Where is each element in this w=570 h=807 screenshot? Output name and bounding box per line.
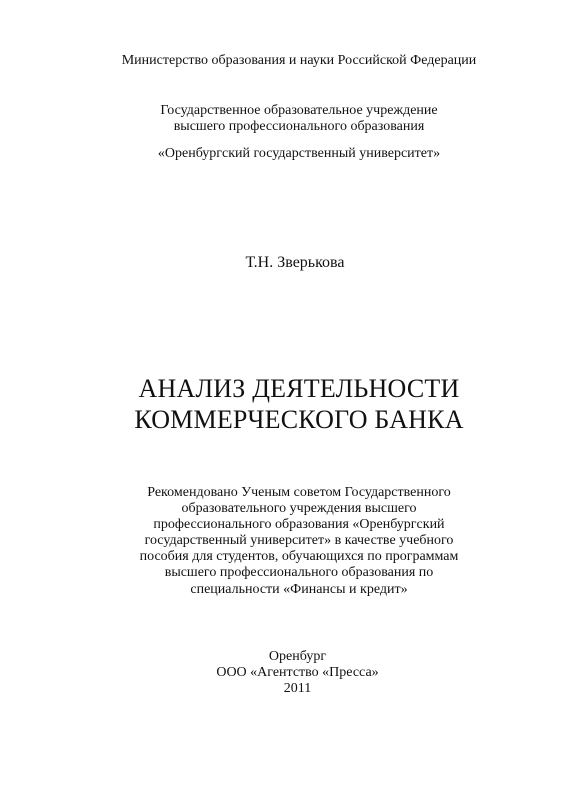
author-text: Т.Н. Зверькова [245,254,345,271]
recommendation-text [0,485,570,598]
publisher-info [0,649,570,697]
institution-heading [0,103,570,135]
university-name: «Оренбургский государственный университет» [157,146,441,161]
recommendation-line: пособия для студентов, обучающихся по программам [139,549,459,565]
recommendation-line: профессионального образования «Оренбургский [153,517,445,533]
ministry-text: Министерство образования и науки Российской Федерации [121,53,477,68]
recommendation-line: высшего профессионального образования по [164,565,434,581]
institution-line-1: Государственное образовательное учреждение [160,103,438,118]
publisher-city: Оренбург [268,649,327,664]
publication-year: 2011 [283,681,312,696]
university-heading [0,146,570,162]
book-title [0,373,570,435]
recommendation-line: образовательного учреждения высшего [181,501,417,517]
book-title-line-2: КОММЕРЧЕСКОГО БАНКА [134,405,464,434]
ministry-heading [0,52,570,69]
institution-line-2: высшего профессионального образования [173,119,425,134]
recommendation-line: специальности «Финансы и кредит» [190,581,408,597]
author-name [0,253,570,272]
recommendation-line: государственный университет» в качестве учебного [144,533,454,549]
publisher-name: ООО «Агентство «Пресса» [216,665,379,680]
recommendation-line: Рекомендовано Ученым советом Государственного [147,485,451,500]
book-title-line-1: АНАЛИЗ ДЕЯТЕЛЬНОСТИ [138,374,460,403]
